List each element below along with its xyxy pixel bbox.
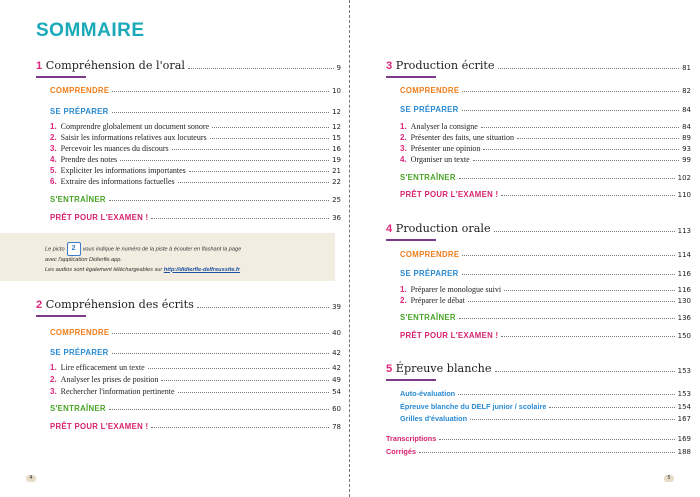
list-item[interactable]: 4. Organiser un texte 99 (400, 155, 691, 164)
examen-entry[interactable]: PRÊT POUR L'EXAMEN ! 36 (50, 213, 341, 222)
audio-link[interactable]: http://didierfle-delfreussite.fr (163, 266, 240, 273)
list-item[interactable]: 1. Lire efficacement un texte 42 (50, 363, 341, 372)
section-title: Production orale (395, 222, 491, 235)
section-underline (36, 315, 86, 317)
section-title: Compréhension de l'oral (45, 59, 186, 72)
list-item[interactable]: 1. Comprendre globalement un document sonore 12 (50, 122, 341, 131)
examen-entry[interactable]: PRÊT POUR L'EXAMEN ! 110 (400, 190, 691, 199)
page-title: SOMMAIRE (36, 20, 145, 41)
section-1-heading[interactable] (36, 59, 341, 72)
examen-entry[interactable]: PRÊT POUR L'EXAMEN ! 78 (50, 422, 341, 431)
corriges-entry[interactable]: Corrigés 188 (386, 447, 691, 456)
preparer-entry[interactable]: SE PRÉPARER 42 (50, 348, 341, 357)
page-number: 9 (336, 64, 341, 72)
list-item[interactable]: 1. Préparer le monologue suivi 116 (400, 285, 691, 294)
list-item[interactable]: 3. Percevoir les nuances du discours 16 (50, 144, 341, 153)
page-divider (349, 0, 350, 497)
entrainer-entry[interactable]: S'ENTRAÎNER 60 (50, 404, 341, 413)
list-item[interactable]: 2. Préparer le débat 130 (400, 296, 691, 305)
section-5-heading[interactable]: 5 Épreuve blanche 153 (386, 362, 691, 375)
comprendre-entry[interactable]: COMPRENDRE 114 (400, 250, 691, 259)
section-2-heading[interactable]: 2 Compréhension des écrits 39 (36, 298, 341, 311)
section-3-heading[interactable]: 3 Production écrite 81 (386, 59, 691, 72)
entrainer-entry[interactable]: S'ENTRAÎNER 102 (400, 173, 691, 182)
list-item[interactable]: 2. Saisir les informations relatives aux locuteurs 15 (50, 133, 341, 142)
preparer-entry[interactable]: SE PRÉPARER 12 (50, 107, 341, 116)
section-underline (36, 76, 86, 78)
audio-note-box (0, 233, 335, 281)
list-item[interactable]: 2. Présenter des faits, une situation 89 (400, 133, 691, 142)
audio-track-icon: 2 (67, 242, 81, 256)
list-item[interactable]: 3. Présenter une opinion 93 (400, 144, 691, 153)
list-item[interactable]: 4. Prendre des notes 19 (50, 155, 341, 164)
comprendre-entry[interactable]: COMPRENDRE 10 (50, 86, 341, 95)
audio-note-text: Le picto 2 vous indique le numéro de la piste à écouter en flashant la page avec l'application Didierfle.app. Les audios sont également téléchargeables sur http://didierfle-delfreussite.fr (45, 242, 327, 275)
transcriptions-entry[interactable]: Transcriptions 169 (386, 434, 691, 443)
entrainer-entry[interactable]: S'ENTRAÎNER 25 (50, 195, 341, 204)
section-title: Épreuve blanche (395, 362, 492, 375)
list-item[interactable]: 2. Analyser les prises de position 49 (50, 375, 341, 384)
page-folio-right: 5 (664, 475, 674, 482)
entrainer-entry[interactable]: S'ENTRAÎNER 136 (400, 313, 691, 322)
section-number: 2 (36, 299, 43, 311)
section-number: 4 (386, 223, 393, 235)
section-title: Production écrite (395, 59, 495, 72)
list-item[interactable]: 5. Expliciter les informations importantes 21 (50, 166, 341, 175)
section-number: 3 (386, 60, 393, 72)
section-underline (386, 76, 436, 78)
section-4-heading[interactable]: 4 Production orale 113 (386, 222, 691, 235)
comprendre-entry[interactable]: COMPRENDRE 82 (400, 86, 691, 95)
section-number: 1 (36, 60, 43, 72)
section-underline (386, 239, 436, 241)
blanche-item[interactable]: Auto-évaluation 153 (400, 389, 691, 398)
examen-entry[interactable]: PRÊT POUR L'EXAMEN ! 150 (400, 331, 691, 340)
blanche-item[interactable]: Grilles d'évaluation 167 (400, 414, 691, 423)
list-item[interactable]: 3. Rechercher l'information pertinente 54 (50, 387, 341, 396)
section-underline (386, 379, 436, 381)
page-folio-left: 4 (26, 475, 36, 482)
comprendre-entry[interactable]: COMPRENDRE 40 (50, 328, 341, 337)
list-item[interactable]: 1. Analyser la consigne 84 (400, 122, 691, 131)
preparer-entry[interactable]: SE PRÉPARER 116 (400, 269, 691, 278)
blanche-item[interactable]: Épreuve blanche du DELF junior / scolaire 154 (400, 402, 691, 411)
preparer-entry[interactable]: SE PRÉPARER 84 (400, 105, 691, 114)
list-item[interactable]: 6. Extraire des informations factuelles 22 (50, 177, 341, 186)
section-title: Compréhension des écrits (45, 298, 194, 311)
section-number: 5 (386, 363, 393, 375)
